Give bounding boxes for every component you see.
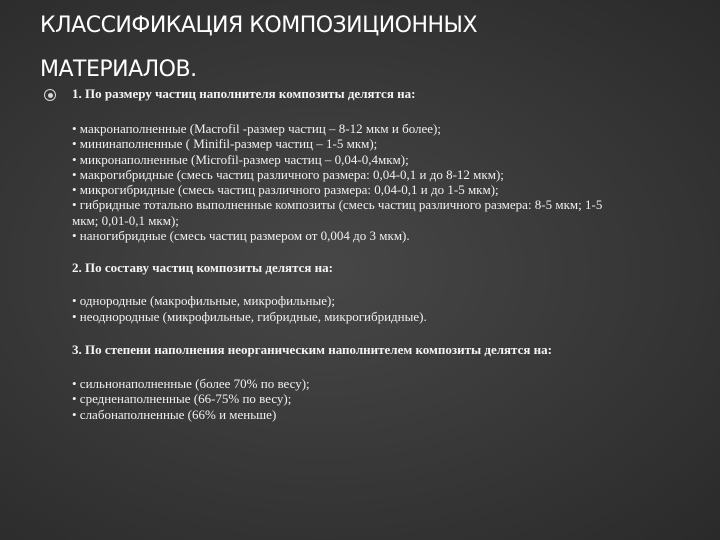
list-item: • макронаполненные (Macrofil -размер частиц – 8-12 мкм и более);	[72, 121, 441, 136]
slide-content	[44, 82, 684, 422]
list-item: • наногибридные (смесь частиц размером от 0,004 до 3 мкм).	[72, 228, 410, 244]
list-item: • слабонаполненные (66% и меньше)	[72, 406, 277, 422]
list-item: • микронаполненные (Microfil-размер частиц – 0,04-0,4мкм);	[72, 151, 409, 167]
section-3-heading: 3. По степени наполнения неорганическим наполнителем композиты делятся на:	[72, 341, 552, 357]
title-line-1: КЛАССИФИКАЦИЯ КОМПОЗИЦИОННЫХ	[40, 13, 478, 38]
section-2-list	[44, 293, 684, 324]
section-1	[44, 86, 684, 102]
list-item: • однородные (макрофильные, микрофильные);	[72, 293, 335, 309]
section-3-list	[44, 376, 684, 422]
section-1-list	[44, 121, 684, 243]
list-item: • мининаполненные ( Minifil-размер частиц – 1-5 мкм);	[72, 136, 378, 152]
section-1-heading: 1. По размеру частиц наполнителя композиты делятся на:	[72, 86, 416, 101]
title-line-2: МАТЕРИАЛОВ.	[40, 57, 197, 82]
list-item: • гибридные тотально выполненные композиты (смесь частиц различного размера: 8-5 мкм; 1-5 мкм; 0,01-0,1 мкм);	[72, 197, 603, 228]
slide-title	[40, 4, 680, 92]
list-item: • макрогибридные (смесь частиц различного размера: 0,04-0,1 и до 8-12 мкм);	[72, 166, 504, 182]
list-item: • сильнонаполненные (более 70% по весу);	[72, 375, 310, 391]
circle-bullet-icon	[44, 89, 56, 101]
list-item: • средненаполненные (66-75% по весу);	[72, 391, 292, 407]
list-item: • неоднородные (микрофильные, гибридные, микрогибридные).	[72, 308, 427, 324]
list-item: • микрогибридные (смесь частиц различного размера: 0,04-0,1 и до 1-5 мкм);	[72, 182, 499, 198]
section-2-heading: 2. По составу частиц композиты делятся на:	[72, 260, 333, 276]
